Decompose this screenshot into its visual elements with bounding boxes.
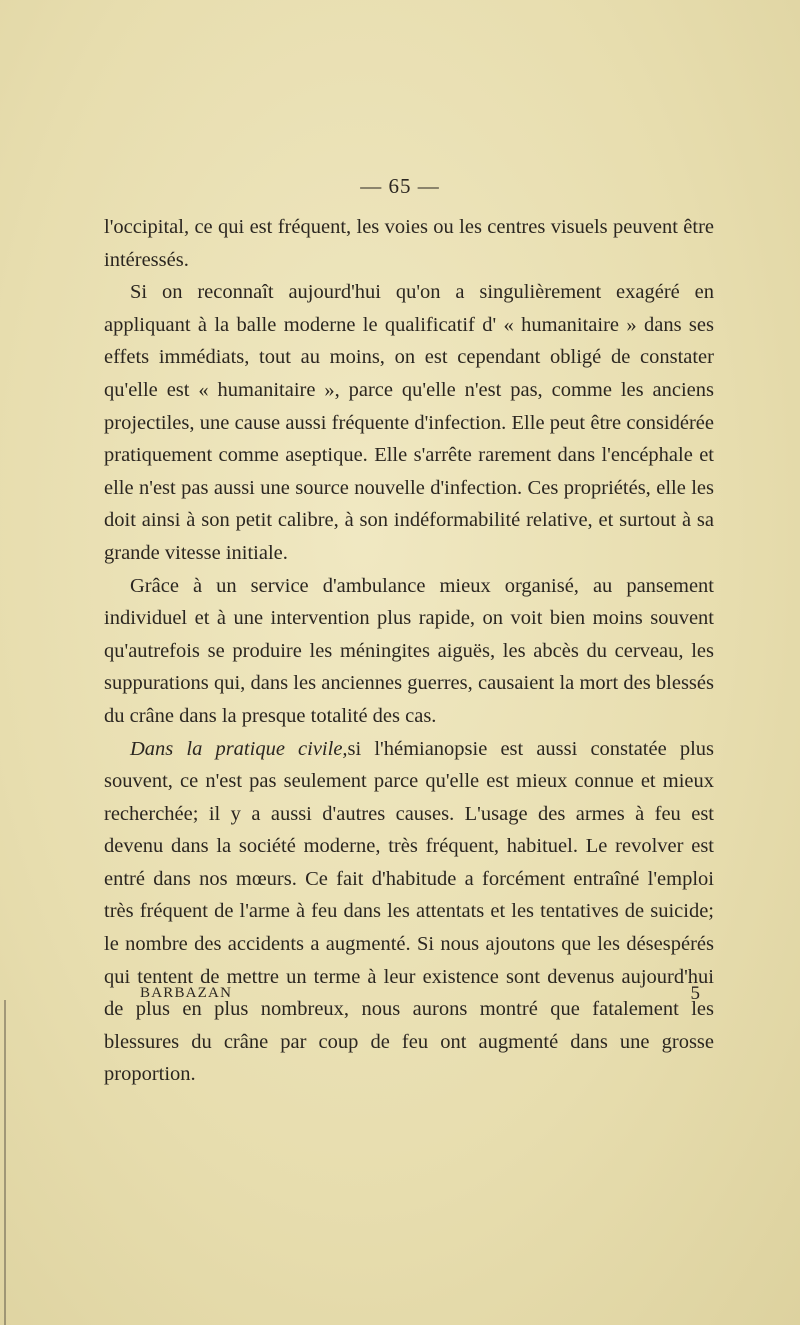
paragraph-4 [104, 733, 714, 1092]
body-text [104, 211, 714, 1091]
paragraph-4-text: si l'hémianopsie est aussi constatée plus souvent, ce n'est pas seulement parce qu'elle est mieux connue et mieux recherchée; il y a aussi d'autres causes. L'usage des armes à feu est devenu dans la société moderne, très fréquent, habituel. Le revolver est entré dans nos mœurs. Ce fait d'habitude a forcément entraîné l'emploi très fréquent de l'arme à feu dans les attentats et les tentatives de suicide; le nombre des accidents a augmenté. Si nous ajoutons que les désespérés qui tentent de mettre un terme à leur existence sont devenus aujourd'hui de plus en plus nombreux, nous aurons montré que fatalement les blessures du crâne par coup de feu ont augmenté dans une grosse proportion. [104, 737, 714, 1086]
page-number: — 65 — [360, 174, 440, 198]
paragraph-3: Grâce à un service d'ambulance mieux organisé, au pansement individuel et à une intervention plus rapide, on voit bien moins souvent qu'autrefois se produire les méningites aiguës, les abcès du cerveau, les suppurations qui, dans les anciennes guerres, causaient la mort des blessés du crâne dans la presque totalité des cas. [104, 574, 714, 727]
page-footer [140, 985, 700, 1002]
paragraph-2: Si on reconnaît aujourd'hui qu'on a singulièrement exagéré en appliquant à la balle moderne le qualificatif d' « humanitaire » dans ses effets immédiats, tout au moins, on est cependant obligé de constater qu'elle est « humanitaire », parce qu'elle n'est pas, comme les anciens projectiles, une cause aussi fréquente d'infection. Elle peut être considérée pratiquement comme aseptique. Elle s'arrête rarement dans l'encéphale et elle n'est pas aussi une source nouvelle d'infection. Ces propriétés, elle les doit ainsi à son petit calibre, à son indéformabilité relative, et surtout à sa grande vitesse initiale. [104, 281, 714, 564]
signature-number: 5 [690, 983, 700, 1004]
paragraph-1: l'occipital, ce qui est fréquent, les voies ou les centres visuels peuvent être intéressés. [104, 216, 714, 271]
binding-edge-line [4, 1000, 6, 1325]
italic-phrase: Dans la pratique civile, [130, 737, 348, 760]
author-signature: BARBAZAN [140, 985, 233, 1001]
